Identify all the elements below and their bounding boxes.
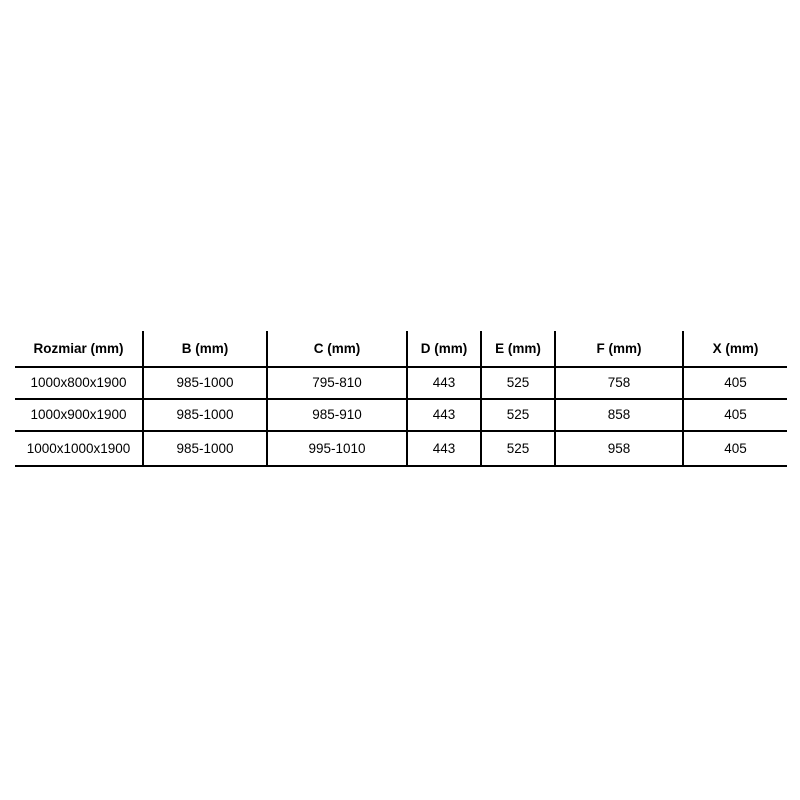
table-cell-b: 985-1000: [143, 399, 267, 431]
table-cell-c: 795-810: [267, 367, 407, 399]
table-cell-d: 443: [407, 399, 481, 431]
header-row: [15, 331, 787, 367]
table-cell-e: 525: [481, 431, 555, 466]
table-cell-c: 985-910: [267, 399, 407, 431]
table-cell-f: 858: [555, 399, 683, 431]
table-cell-f: 958: [555, 431, 683, 466]
table-cell-b: 985-1000: [143, 431, 267, 466]
table-cell-x: 405: [683, 367, 787, 399]
table-cell-rozmiar: 1000x800x1900: [15, 367, 143, 399]
header-cell-b: B (mm): [143, 331, 267, 367]
table-cell-x: 405: [683, 399, 787, 431]
table-cell-rozmiar: 1000x900x1900: [15, 399, 143, 431]
header-cell-rozmiar: Rozmiar (mm): [15, 331, 143, 367]
header-cell-x: X (mm): [683, 331, 787, 367]
header-cell-e: E (mm): [481, 331, 555, 367]
table-cell-e: 525: [481, 367, 555, 399]
table-cell-rozmiar: 1000x1000x1900: [15, 431, 143, 466]
header-cell-f: F (mm): [555, 331, 683, 367]
table-cell-c: 995-1010: [267, 431, 407, 466]
table-cell-f: 758: [555, 367, 683, 399]
header-cell-d: D (mm): [407, 331, 481, 367]
table-row: [15, 367, 787, 399]
size-dimensions-table: [15, 331, 787, 467]
table-cell-d: 443: [407, 431, 481, 466]
table-cell-x: 405: [683, 431, 787, 466]
table-cell-b: 985-1000: [143, 367, 267, 399]
table-cell-d: 443: [407, 367, 481, 399]
header-cell-c: C (mm): [267, 331, 407, 367]
table-row: [15, 399, 787, 431]
table-cell-e: 525: [481, 399, 555, 431]
table-row: [15, 431, 787, 466]
